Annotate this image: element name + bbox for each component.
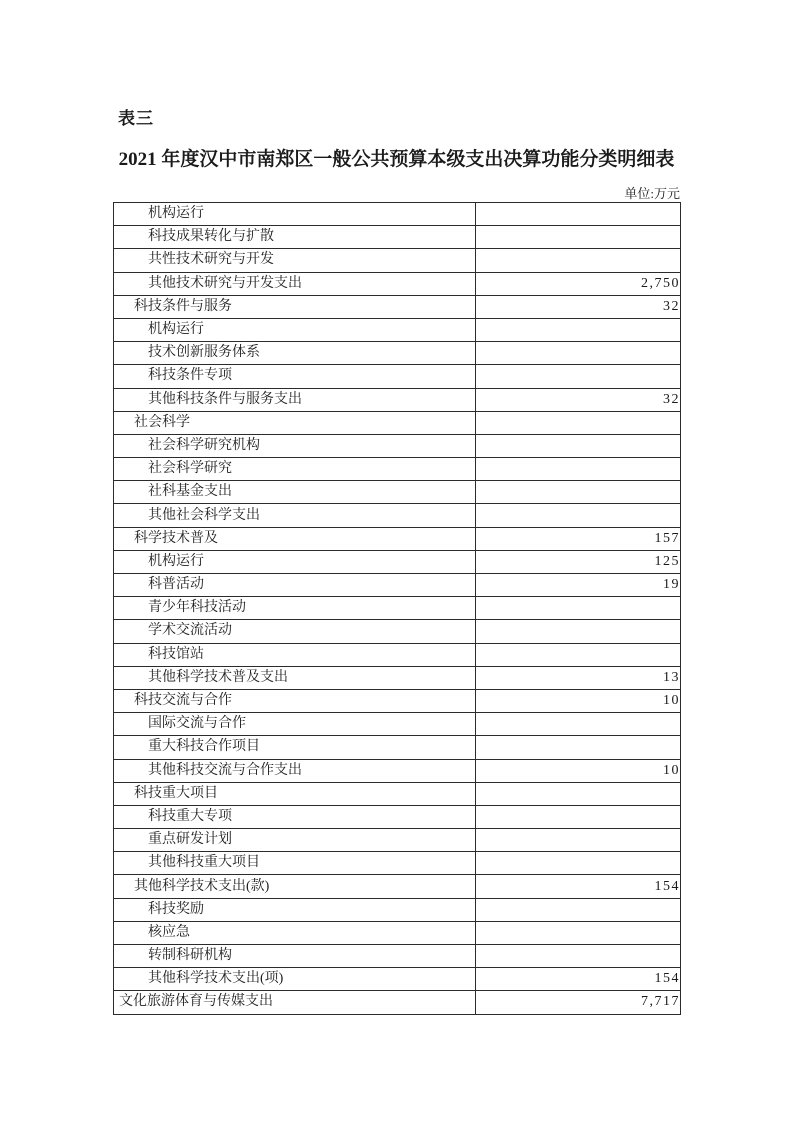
budget-table (113, 202, 681, 1015)
table-row (114, 458, 681, 481)
amount-cell: 2,750 (476, 272, 681, 295)
unit-note: 单位:万元 (624, 186, 680, 201)
category-cell: 其他社会科学支出 (114, 504, 476, 527)
table-row (114, 203, 681, 226)
category-cell: 科普活动 (114, 574, 476, 597)
category-cell: 机构运行 (114, 550, 476, 573)
category-cell: 机构运行 (114, 318, 476, 341)
amount-cell: 10 (476, 689, 681, 712)
table-row (114, 272, 681, 295)
table-row (114, 898, 681, 921)
table-row (114, 574, 681, 597)
amount-cell (476, 226, 681, 249)
category-cell: 机构运行 (114, 203, 476, 226)
table-row (114, 643, 681, 666)
table-row (114, 481, 681, 504)
category-cell: 其他科学技术支出(项) (114, 968, 476, 991)
table-row (114, 365, 681, 388)
category-cell: 社会科学研究机构 (114, 434, 476, 457)
category-cell: 文化旅游体育与传媒支出 (114, 991, 476, 1014)
amount-cell: 7,717 (476, 991, 681, 1014)
table-row (114, 597, 681, 620)
table-row (114, 295, 681, 318)
category-cell: 社会科学研究 (114, 458, 476, 481)
category-cell: 科技条件与服务 (114, 295, 476, 318)
amount-cell (476, 597, 681, 620)
category-cell: 其他科技交流与合作支出 (114, 759, 476, 782)
amount-cell (476, 504, 681, 527)
table-row (114, 527, 681, 550)
amount-cell (476, 365, 681, 388)
table-row (114, 782, 681, 805)
amount-cell (476, 318, 681, 341)
category-cell: 科技馆站 (114, 643, 476, 666)
table-row (114, 991, 681, 1014)
amount-cell (476, 829, 681, 852)
table-row (114, 968, 681, 991)
amount-cell: 154 (476, 875, 681, 898)
amount-cell (476, 481, 681, 504)
amount-cell (476, 852, 681, 875)
amount-cell: 125 (476, 550, 681, 573)
amount-cell: 157 (476, 527, 681, 550)
amount-cell: 32 (476, 388, 681, 411)
category-cell: 科技重大专项 (114, 805, 476, 828)
amount-cell (476, 643, 681, 666)
table-number-label: 表三 (118, 109, 154, 128)
amount-cell (476, 342, 681, 365)
table-row (114, 689, 681, 712)
amount-cell (476, 898, 681, 921)
category-cell: 国际交流与合作 (114, 713, 476, 736)
amount-cell (476, 945, 681, 968)
amount-cell (476, 203, 681, 226)
amount-cell (476, 805, 681, 828)
table-row (114, 829, 681, 852)
amount-cell (476, 713, 681, 736)
amount-cell (476, 921, 681, 944)
amount-cell: 154 (476, 968, 681, 991)
amount-cell (476, 411, 681, 434)
category-cell: 学术交流活动 (114, 620, 476, 643)
category-cell: 科技重大项目 (114, 782, 476, 805)
amount-cell: 13 (476, 666, 681, 689)
table-row (114, 504, 681, 527)
category-cell: 共性技术研究与开发 (114, 249, 476, 272)
category-cell: 其他科学技术支出(款) (114, 875, 476, 898)
table-row (114, 550, 681, 573)
category-cell: 社科基金支出 (114, 481, 476, 504)
category-cell: 其他科技重大项目 (114, 852, 476, 875)
category-cell: 科技奖励 (114, 898, 476, 921)
table-row (114, 945, 681, 968)
category-cell: 青少年科技活动 (114, 597, 476, 620)
amount-cell (476, 458, 681, 481)
category-cell: 技术创新服务体系 (114, 342, 476, 365)
amount-cell: 10 (476, 759, 681, 782)
category-cell: 其他科技条件与服务支出 (114, 388, 476, 411)
table-row (114, 388, 681, 411)
table-row (114, 620, 681, 643)
category-cell: 其他科学技术普及支出 (114, 666, 476, 689)
amount-cell (476, 736, 681, 759)
amount-cell (476, 782, 681, 805)
table-row (114, 666, 681, 689)
table-row (114, 759, 681, 782)
amount-cell: 32 (476, 295, 681, 318)
category-cell: 科技条件专项 (114, 365, 476, 388)
category-cell: 科技成果转化与扩散 (114, 226, 476, 249)
category-cell: 科技交流与合作 (114, 689, 476, 712)
page-title: 2021 年度汉中市南郑区一般公共预算本级支出决算功能分类明细表 (118, 149, 675, 170)
table-row (114, 226, 681, 249)
amount-cell: 19 (476, 574, 681, 597)
category-cell: 转制科研机构 (114, 945, 476, 968)
amount-cell (476, 434, 681, 457)
category-cell: 重点研发计划 (114, 829, 476, 852)
table-row (114, 342, 681, 365)
table-row (114, 852, 681, 875)
table-body (114, 203, 681, 1015)
category-cell: 核应急 (114, 921, 476, 944)
amount-cell (476, 249, 681, 272)
table-row (114, 249, 681, 272)
table-row (114, 318, 681, 341)
table-row (114, 713, 681, 736)
category-cell: 科学技术普及 (114, 527, 476, 550)
table-row (114, 434, 681, 457)
category-cell: 其他技术研究与开发支出 (114, 272, 476, 295)
table-row (114, 736, 681, 759)
amount-cell (476, 620, 681, 643)
table-row (114, 411, 681, 434)
category-cell: 社会科学 (114, 411, 476, 434)
table-row (114, 921, 681, 944)
category-cell: 重大科技合作项目 (114, 736, 476, 759)
table-row (114, 805, 681, 828)
table-row (114, 875, 681, 898)
